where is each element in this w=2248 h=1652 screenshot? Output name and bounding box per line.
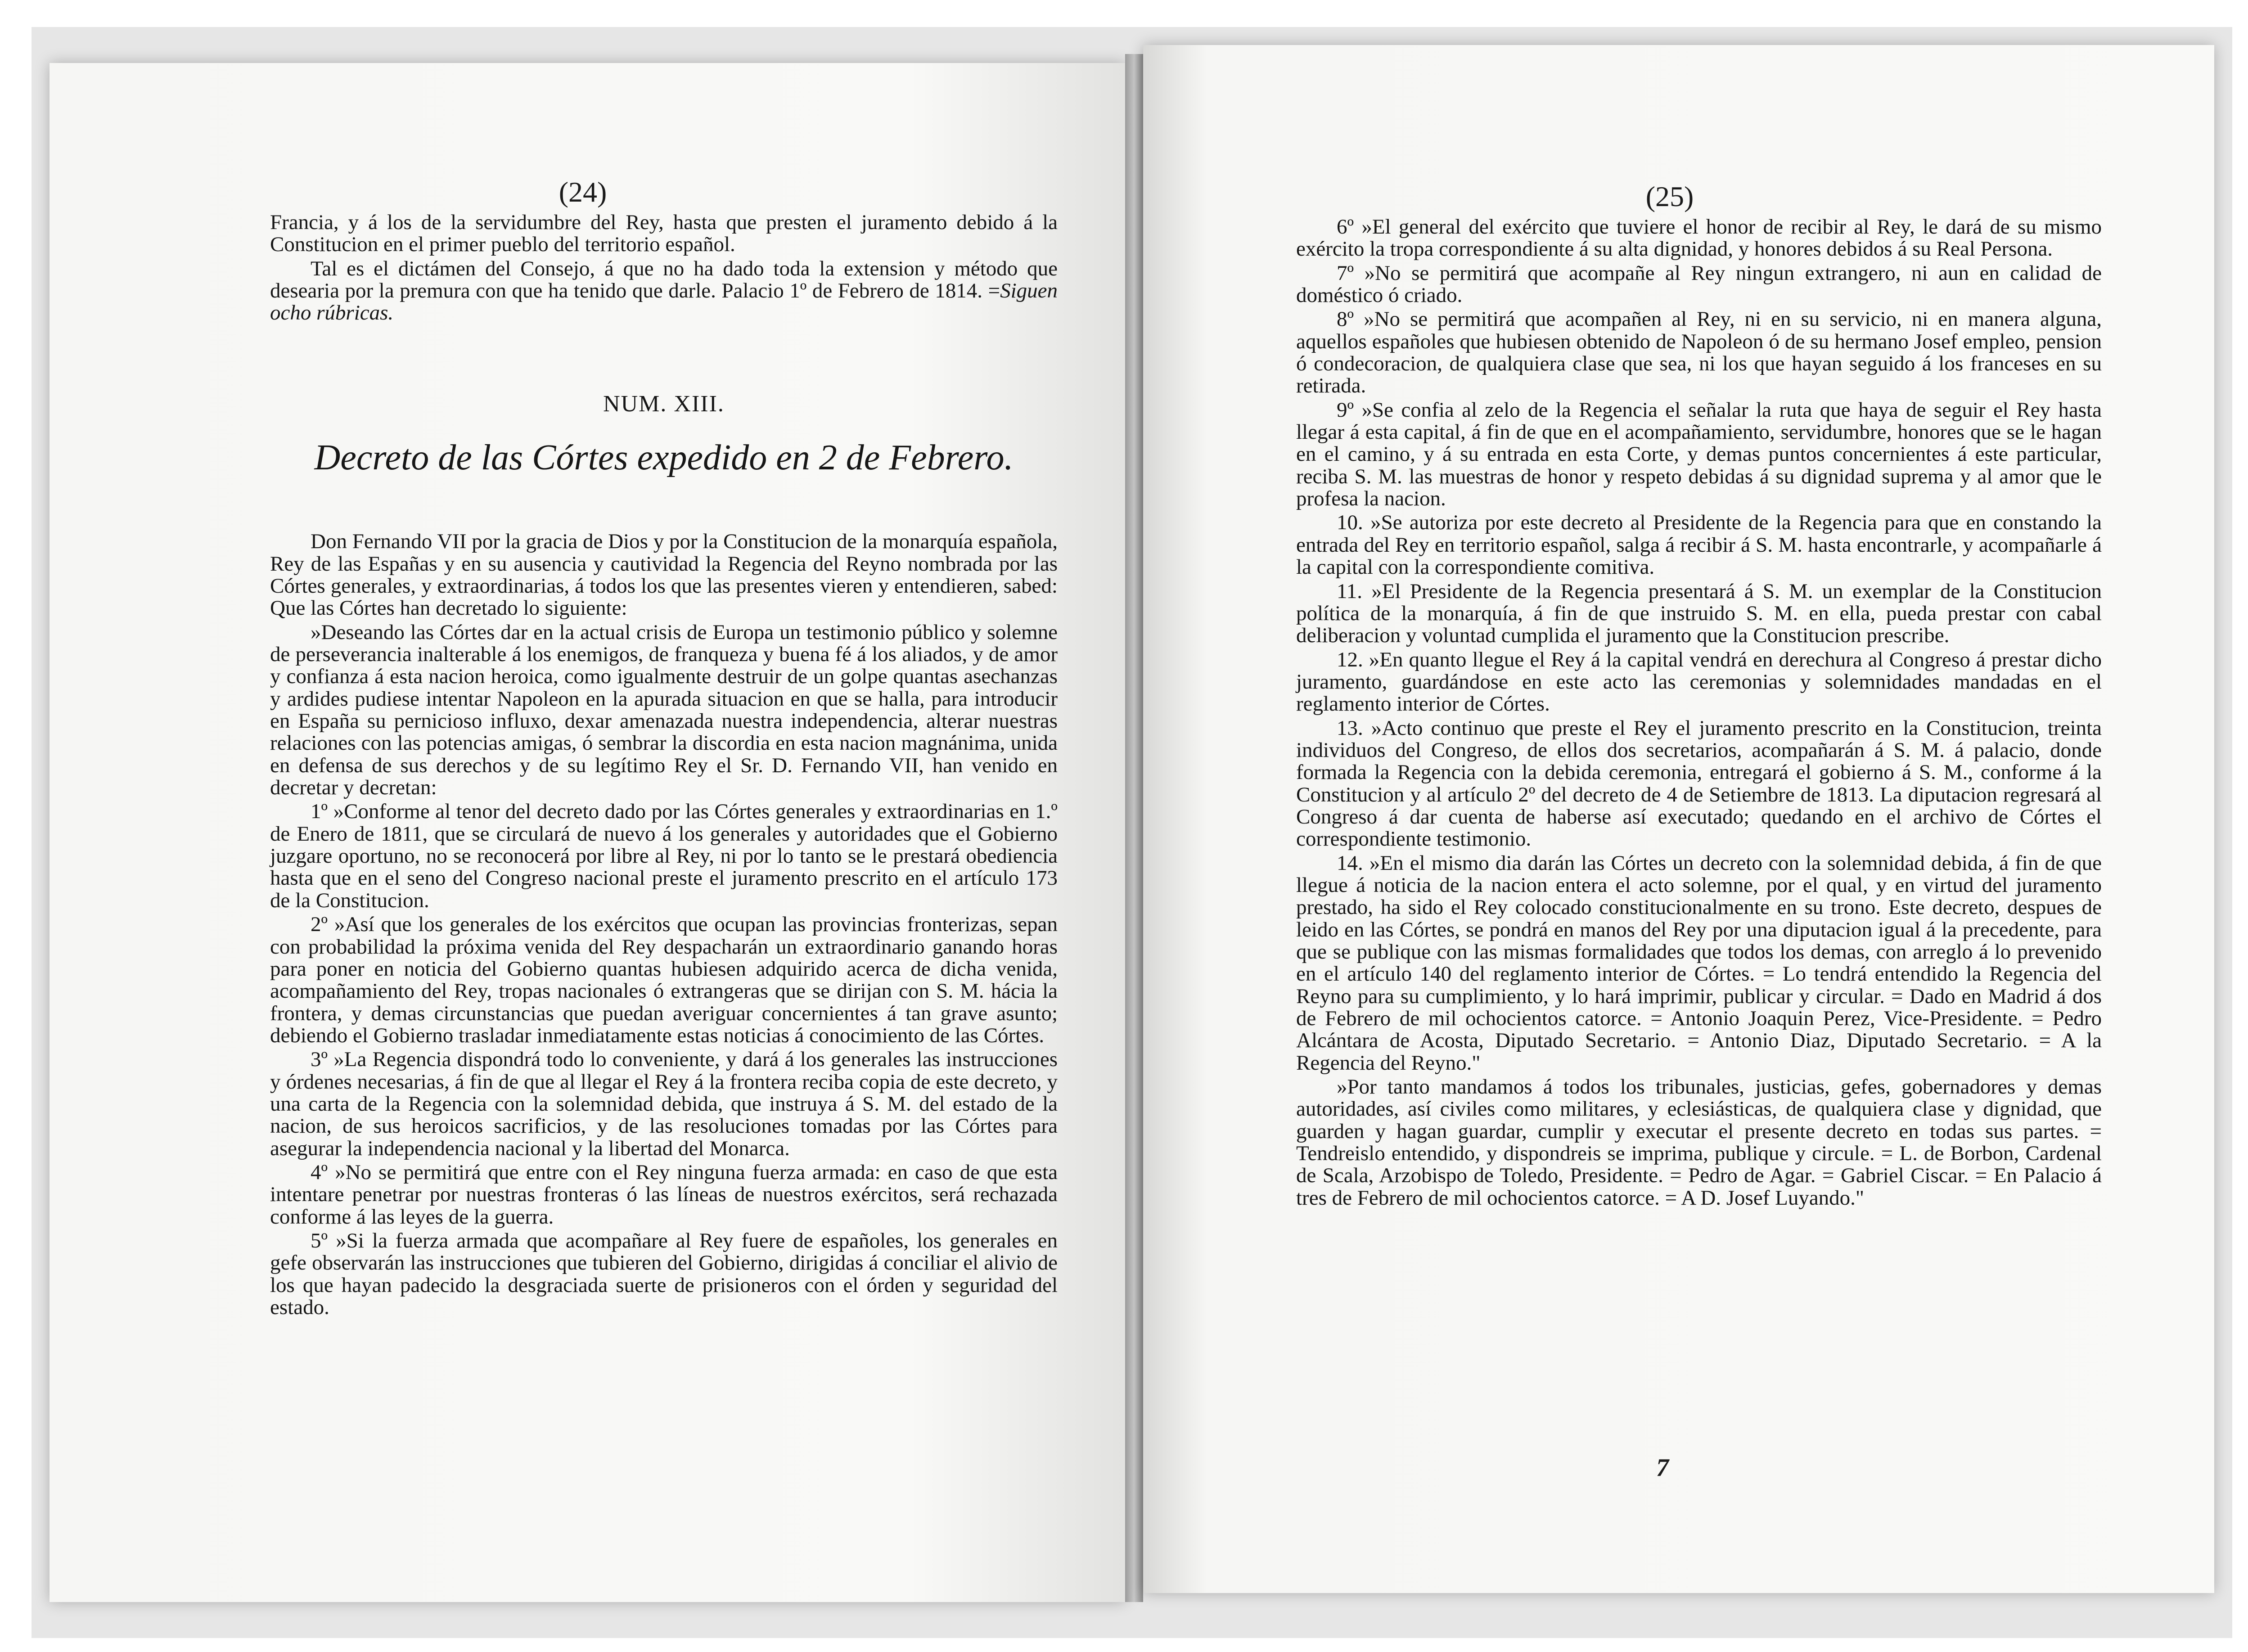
- left-paragraph: 4º »No se permitirá que entre con el Rey ninguna fuerza armada: en caso de que esta intentare penetrar por nuestras fronteras ó las líneas de nuestros exércitos, será rechazada conforme á las leyes de la guerra.: [270, 1160, 1058, 1229]
- num-heading: NUM. XIII.: [603, 391, 725, 417]
- right-paragraph: 7º »No se permitirá que acompañe al Rey ningun extrangero, ni aun en calidad de doméstico ó criado.: [1296, 261, 2102, 307]
- left-closing-paragraph: [270, 258, 1058, 324]
- book-spread: [32, 27, 2232, 1638]
- signature-mark: 7: [1656, 1454, 1669, 1482]
- right-paragraph: 10. »Se autoriza por este decreto al Presidente de la Regencia para que en constando la entrada del Rey en territorio español, salga á recibir á S. M. hasta encontrarle, y acompañarle á la capital con la correspondiente comitiva.: [1296, 511, 2102, 579]
- right-page-text: [1296, 216, 2102, 1211]
- right-paragraph: 14. »En el mismo dia darán las Córtes un decreto con la solemnidad debida, á fin de que llegue á noticia de la nacion entera el acto solemne, por el qual, y en virtud del juramento prestado, ha sido el Rey colocado constitucionalmente en su trono. Este decreto, despues de leido en las Córtes, se pondrá en manos del Rey por una diputacion igual á la precedente, para que se publique con las mismas formalidades que todos los demas, con arreglo á lo prevenido en el artículo 140 del reglamento interior de Córtes. = Lo tendrá entendido la Regencia del Reyno para su cumplimiento, y lo hará imprimir, publicar y circular. = Dado en Madrid á dos de Febrero de mil ochocientos catorce. = Antonio Joaquin Perez, Vice-Presidente. = Pedro Alcántara de Acosta, Diputado Secretario. = Antonio Diaz, Diputado Secretario. = A la Regencia del Reyno.": [1296, 851, 2102, 1075]
- left-paragraph: 5º »Si la fuerza armada que acompañare al Rey fuere de españoles, los generales en gefe observarán las instrucciones que tubieren del Gobierno, dirigidas á conciliar el alivio de los que hayan padecido la desgraciada suerte de prisioneros con el órden y seguridad del estado.: [270, 1229, 1058, 1319]
- right-paragraph: 6º »El general del exército que tuviere el honor de recibir al Rey, le dará de su mismo exército la tropa correspondiente á su alta dignidad, y honores debidos á su Real Persona.: [1296, 215, 2102, 261]
- left-page: [50, 63, 1125, 1602]
- left-paragraph: Don Fernando VII por la gracia de Dios y por la Constitucion de la monarquía española, Rey de las Españas y en su ausencia y cautividad la Regencia del Reyno nombrada por las Córtes generales, y extraordinarias, á todos los que las presentes vieren y entendieren, sabed: Que las Córtes han decretado lo siguiente:: [270, 530, 1058, 620]
- right-paragraph: 8º »No se permitirá que acompañen al Rey, ni en su servicio, ni en manera alguna, aquellos españoles que hubiesen obtenido de Napoleon ó de su hermano Josef empleo, pension ó condecoracion, de qualquiera clase que sea, ni los que hayan seguido á los franceses en su retirada.: [1296, 307, 2102, 398]
- right-paragraph: 12. »En quanto llegue el Rey á la capital vendrá en derechura al Congreso á prestar dicho juramento, guardándose en este acto las ceremonias y solemnidades mandadas en el reglamento interior de Córtes.: [1296, 648, 2102, 716]
- left-page-number: (24): [559, 176, 607, 208]
- left-closing-text: Tal es el dictámen del Consejo, á que no ha dado toda la extension y método que desearia por la premura con que ha tenido que darle. Palacio 1º de Febrero de 1814. =: [270, 257, 1058, 303]
- right-paragraph: 9º »Se confia al zelo de la Regencia el señalar la ruta que haya de seguir el Rey hasta llegar á esta capital, á fin de que en el acompañamiento, servidumbre, honores que se le hagan en el camino, y á su entrada en esta Corte, y demas puntos concernientes á este particular, reciba S. M. las muestras de honor y respeto debidas á su dignidad suprema y al amor que le profesa la nacion.: [1296, 398, 2102, 511]
- right-page-number: (25): [1645, 180, 1694, 212]
- left-paragraph: »Deseando las Córtes dar en la actual crisis de Europa un testimonio público y solemne de perseverancia inalterable á los enemigos, de franqueza y buena fé á los aliados, y de amor y confianza á esta nacion heroica, como igualmente destruir de un golpe quantas asechanzas y ardides pudiese intentar Napoleon en la apurada situacion en que se halla, para introducir en España su pernicioso influxo, dexar amenazada nuestra independencia, alterar nuestras relaciones con las potencias amigas, ó sembrar la discordia en esta nacion magnánima, unida en defensa de sus derechos y de su legítimo Rey el Sr. D. Fernando VII, han venido en decretar y decretan:: [270, 620, 1058, 800]
- left-opening-line: Francia, y á los de la servidumbre del Rey, hasta que presten el juramento debido á la Constitucion en el primer pueblo del territorio español.: [270, 211, 1058, 257]
- decree-title: Decreto de las Córtes expedido en 2 de Febrero.: [314, 438, 1014, 478]
- right-paragraph: 13. »Acto continuo que preste el Rey el juramento prescrito en la Constitucion, treinta individuos del Congreso, de ellos dos secretarios, acompañarán á S. M. á palacio, donde formada la Regencia con la debida ceremonia, entregará el gobierno á S. M., conforme á la Constitucion y al artículo 2º del decreto de 4 de Setiembre de 1813. La diputacion regresará al Congreso á dar cuenta de haberse así executado; quedando en el archivo de Córtes el correspondiente testimonio.: [1296, 716, 2102, 851]
- right-paragraph: 11. »El Presidente de la Regencia presentará á S. M. un exemplar de la Constitucion política de la monarquía, á fin de que instruido S. M. en ella, pueda prestar con cabal deliberacion y voluntad cumplida el juramento que la Constitucion prescribe.: [1296, 579, 2102, 648]
- left-page-text: [270, 212, 1058, 1320]
- left-closing-italic: Siguen ocho rúbricas.: [270, 279, 1058, 325]
- right-paragraph: »Por tanto mandamos á todos los tribunales, justicias, gefes, gobernadores y demas autoridades, así civiles como militares, y eclesiásticas, de qualquiera clase y dignidad, que guarden y hagan guardar, cumplir y executar el presente decreto en todas sus partes. = Tendreislo entendido, y dispondreis se imprima, publique y circule. = L. de Borbon, Cardenal de Scala, Arzobispo de Toledo, Presidente. = Pedro de Agar. = Gabriel Ciscar. = En Palacio á tres de Febrero de mil ochocientos catorce. = A D. Josef Luyando.": [1296, 1075, 2102, 1210]
- left-paragraph: 1º »Conforme al tenor del decreto dado por las Córtes generales y extraordinarias en 1.º de Enero de 1811, que se circulará de nuevo á los generales y autoridades que el Gobierno juzgare oportuno, no se reconocerá por libre al Rey, ni por lo tanto se le prestará obediencia hasta que en el seno del Congreso nacional preste el juramento prescrito en el artículo 173 de la Constitucion.: [270, 800, 1058, 912]
- left-paragraph: 2º »Así que los generales de los exércitos que ocupan las provincias fronterizas, sepan con probabilidad la próxima venida del Rey despacharán un extraordinario ganando horas para poner en noticia del Gobierno quantas hubiesen adquirido acerca de dicha venida, acompañamiento del Rey, tropas nacionales ó extrangeras que se dirijan con S. M. hácia la frontera, y demas circunstancias que puedan averiguar concernientes á tan grave asunto; debiendo el Gobierno trasladar inmediatamente estas noticias á conocimiento de las Córtes.: [270, 913, 1058, 1047]
- book-gutter: [1125, 54, 1143, 1602]
- left-paragraph: 3º »La Regencia dispondrá todo lo conveniente, y dará á los generales las instrucciones y órdenes necesarias, á fin de que al llegar el Rey á la frontera reciba copia de este decreto, y una carta de la Regencia con la solemnidad debida, que instruya á S. M. del estado de la nacion, de sus heroicos sacrificios, y de las resoluciones tomadas por las Córtes para asegurar la independencia nacional y la libertad del Monarca.: [270, 1048, 1058, 1160]
- right-page: [1143, 45, 2214, 1593]
